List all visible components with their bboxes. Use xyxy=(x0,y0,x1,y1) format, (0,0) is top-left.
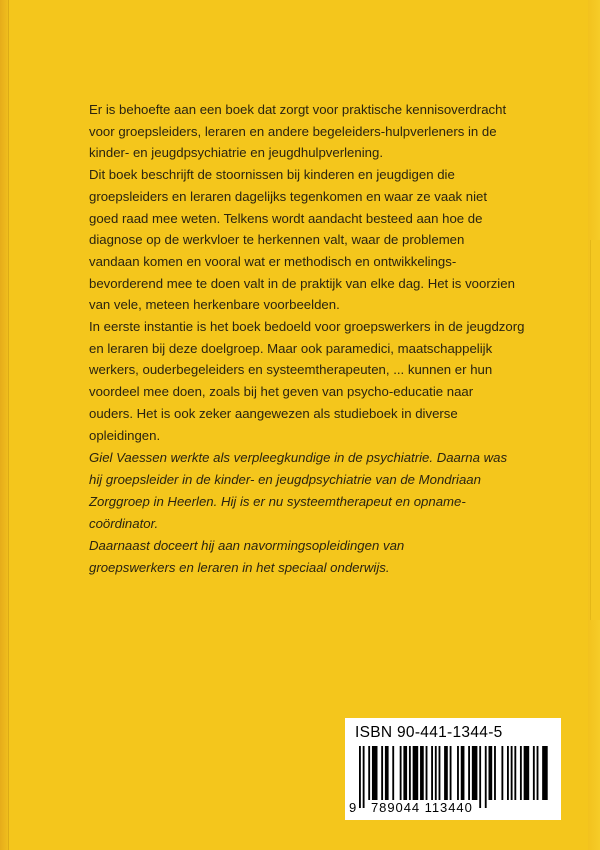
barcode-bar xyxy=(431,746,433,800)
right-edge-tab xyxy=(590,240,600,620)
barcode-label xyxy=(345,718,561,820)
barcode-bar xyxy=(359,746,361,808)
barcode-bar xyxy=(520,746,522,800)
barcode-bar xyxy=(413,746,419,800)
barcode-bar xyxy=(472,746,478,800)
barcode-bar xyxy=(511,746,513,800)
isbn-text: ISBN 90-441-1344-5 xyxy=(355,724,503,741)
ean-digits: 789044 113440 xyxy=(371,800,473,815)
barcode-bar xyxy=(444,746,448,800)
barcode-bar xyxy=(524,746,530,800)
ean-first-digit: 9 xyxy=(349,800,357,815)
barcode-bar xyxy=(457,746,459,800)
author-bio: Giel Vaessen werkte als verpleegkundige in de psychiatrie. Daarna was hij groepsleider in de kinder- en jeugdpsychiatrie van de Mondriaan Zorggroep in Heerlen. Hij is er nu systeemtherapeut en opname- coördinator. Daarnaast doceert hij aan navormingsopleidingen van groepswerkers en leraren in het speciaal onderwijs. xyxy=(89,450,508,575)
barcode-bars xyxy=(359,746,549,808)
barcode-bar xyxy=(400,746,402,800)
barcode-bar xyxy=(450,746,452,800)
barcode-bar xyxy=(461,746,465,800)
barcode-bar xyxy=(435,746,437,800)
barcode-bar xyxy=(372,746,378,800)
barcode-bar xyxy=(385,746,389,800)
barcode-bar xyxy=(489,746,493,800)
barcode-bar xyxy=(409,746,411,800)
book-blurb: Er is behoefte aan een boek dat zorgt voor praktische kennisoverdracht voor groepsleiders, leraren en andere begeleiders-hulpverleners in de kinder- en jeugdpsychiatrie en jeugdhulpverlening. Dit boek beschrijft de stoornissen bij kinderen en jeugdigen die groepsleiders en leraren dagelijks tegenkomen en waar ze vaak niet goed raad mee weten. Telkens wordt aandacht besteed aan hoe de diagnose op de werkvloer te herkennen valt, waar de problemen vandaan komen en vooral wat er methodisch en ontwikkelings- bevorderend mee te doen valt in de praktijk van elke dag. Het is voorzien van vele, meteen herkenbare voorbeelden. In eerste instantie is het boek bedoeld voor groepswerkers in de jeugdzorg en leraren bij deze doelgroep. Maar ook paramedici, maatschappelijk werkers, ouderbegeleiders en systeemtherapeuten, ... kunnen er hun voordeel mee doen, zoals bij het geven van psycho-educatie naar ouders. Het is ook zeker aangewezen als studieboek in diverse opleidingen. xyxy=(89,102,525,443)
spine-fold-line xyxy=(8,0,9,850)
barcode-bar xyxy=(392,746,394,800)
barcode-bar xyxy=(501,746,503,800)
barcode-bar xyxy=(479,746,481,808)
barcode-bar xyxy=(542,746,548,800)
barcode-bar xyxy=(363,746,365,808)
barcode-bar xyxy=(494,746,496,800)
barcode-bar xyxy=(368,746,370,800)
barcode-bar xyxy=(439,746,441,800)
barcode-bar xyxy=(468,746,470,800)
barcode-bar xyxy=(403,746,407,800)
barcode-bar xyxy=(507,746,509,800)
barcode-bar xyxy=(420,746,424,800)
barcode-bar xyxy=(485,746,487,808)
barcode-bar xyxy=(537,746,539,800)
barcode-bar xyxy=(381,746,383,800)
barcode-bar xyxy=(514,746,516,800)
barcode-bar xyxy=(533,746,535,800)
barcode-bar xyxy=(426,746,428,800)
